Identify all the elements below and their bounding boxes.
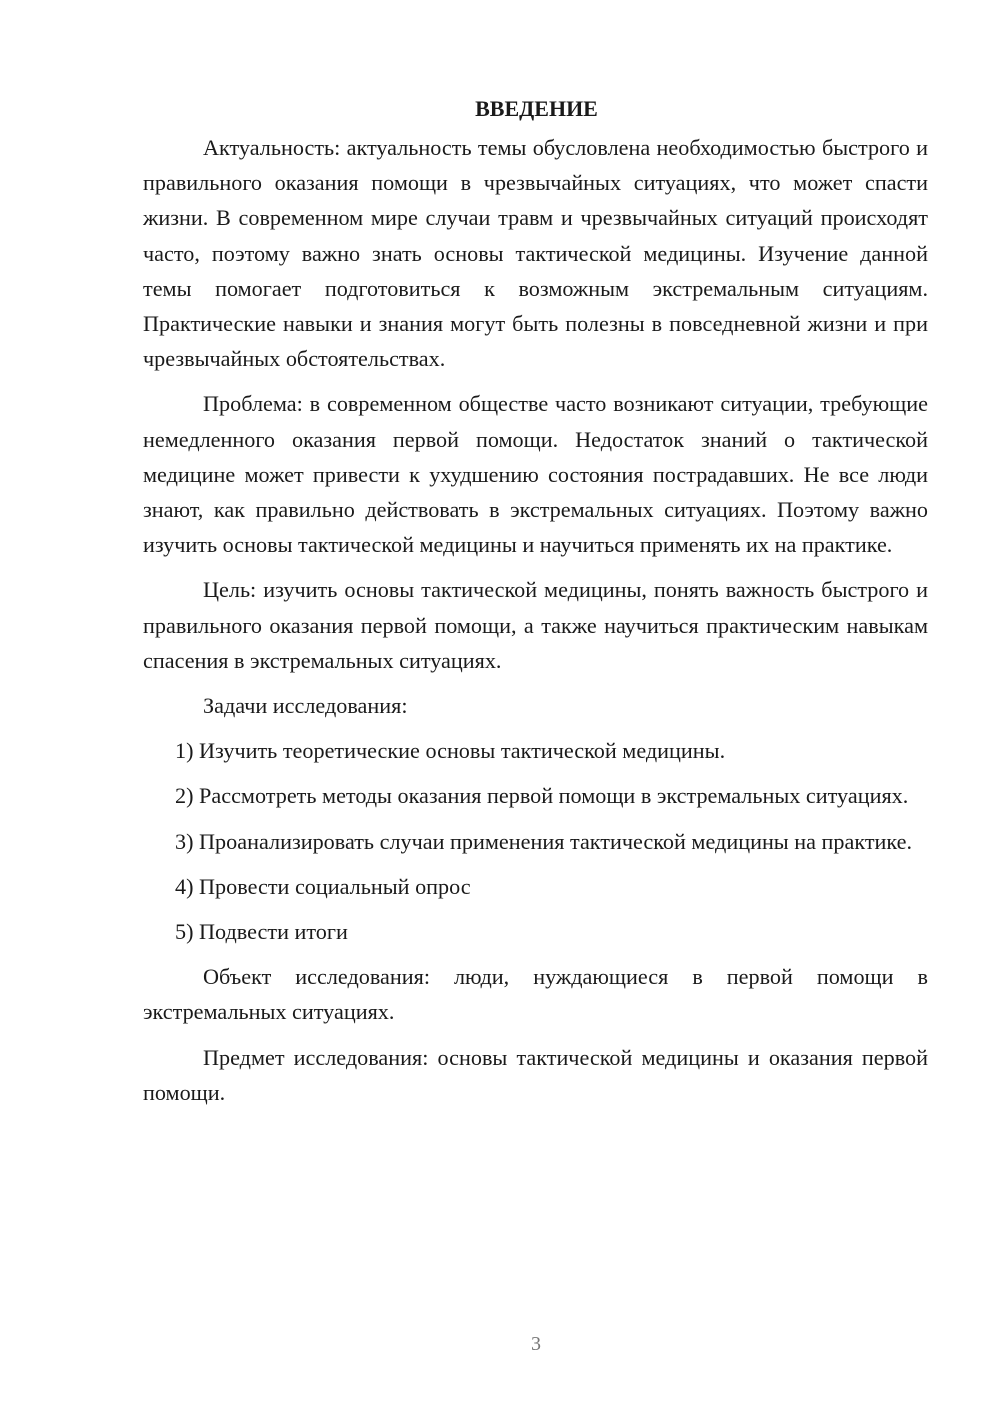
task-item-1: 1) Изучить теоретические основы тактической медицины. — [175, 738, 726, 764]
page-content — [143, 94, 928, 1110]
relevance-paragraph: Актуальность: актуальность темы обусловлена необходимостью быстрого и правильного оказания помощи в чрезвычайных ситуациях, что может спасти жизни. В современном мире случаи травм и чрезвычайных ситуаций происходят часто, поэтому важно знать основы тактической медицины. Изучение данной темы помогает подготовиться к возможным экстремальным ситуациям. Практические навыки и знания могут быть полезны в повседневной жизни и при чрезвычайных обстоятельствах. — [143, 135, 928, 372]
subject-paragraph: Предмет исследования: основы тактической медицины и оказания первой помощи. — [143, 1044, 928, 1105]
section-heading: ВВЕДЕНИЕ — [475, 96, 598, 121]
page-number: 3 — [531, 1333, 541, 1355]
goal-paragraph: Цель: изучить основы тактической медицины, понять важность быстрого и правильного оказания первой помощи, а также научиться практическим навыкам спасения в экстремальных ситуациях. — [143, 577, 928, 673]
object-paragraph: Объект исследования: люди, нуждающиеся в первой помощи в экстремальных ситуациях. — [143, 964, 928, 1025]
tasks-title: Задачи исследования: — [203, 693, 408, 719]
task-item-4: 4) Провести социальный опрос — [175, 873, 471, 899]
problem-paragraph: Проблема: в современном обществе часто возникают ситуации, требующие немедленного оказания первой помощи. Недостаток знаний о тактической медицине может привести к ухудшению состояния пострадавших. Не все люди знают, как правильно действовать в экстремальных ситуациях. Поэтому важно изучить основы тактической медицины и научиться применять их на практике. — [143, 391, 928, 558]
task-item-3: 3) Проанализировать случаи применения тактической медицины на практике. — [175, 828, 913, 854]
task-item-5: 5) Подвести итоги — [175, 919, 348, 945]
task-item-2: 2) Рассмотреть методы оказания первой помощи в экстремальных ситуациях. — [175, 783, 909, 809]
